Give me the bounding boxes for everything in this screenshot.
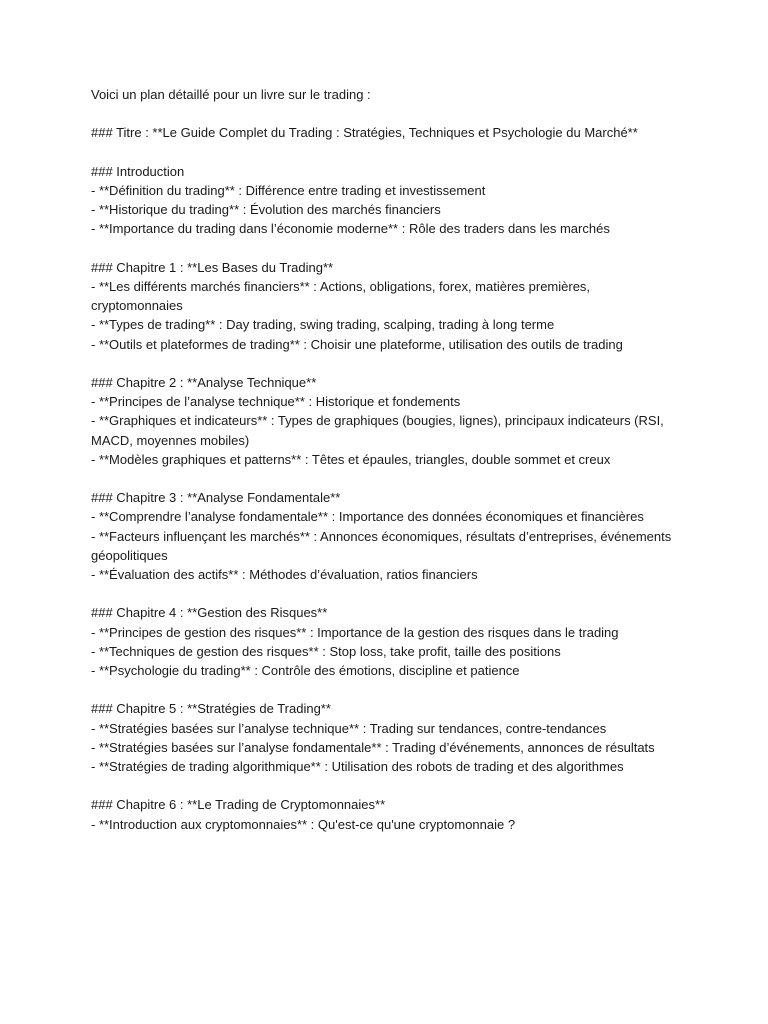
blank-line — [91, 239, 681, 258]
list-item: - **Les différents marchés financiers** : Actions, obligations, forex, matières premières, cryptomonnaies — [91, 278, 591, 314]
list-item: - **Définition du trading** : Différence entre trading et investissement — [91, 182, 486, 198]
list-item: - **Principes de gestion des risques** : Importance de la gestion des risques dans le trading — [91, 624, 619, 640]
section-chapter-4 — [91, 603, 681, 680]
section-heading: ### Introduction — [91, 163, 185, 179]
list-item: - **Graphiques et indicateurs** : Types de graphiques (bougies, lignes), principaux indicateurs (RSI, MACD, moyennes mobiles) — [91, 413, 664, 448]
list-item: - **Comprendre l’analyse fondamentale** : Importance des données économiques et financières — [91, 509, 644, 525]
intro-line: Voici un plan détaillé pour un livre sur le trading : — [91, 87, 371, 102]
section-heading: ### Chapitre 3 : **Analyse Fondamentale** — [91, 490, 341, 506]
section-introduction — [91, 162, 681, 239]
list-item: - **Historique du trading** : Évolution des marchés financiers — [91, 202, 441, 218]
section-chapter-3 — [91, 488, 681, 584]
book-title-line: ### Titre : **Le Guide Complet du Trading : Stratégies, Techniques et Psychologie du Marché** — [91, 125, 638, 141]
list-item: - **Types de trading** : Day trading, swing trading, scalping, trading à long terme — [91, 317, 555, 333]
blank-line — [91, 354, 681, 373]
section-chapter-1 — [91, 258, 681, 354]
section-heading: ### Chapitre 6 : **Le Trading de Cryptomonnaies** — [91, 797, 386, 813]
section-chapter-6 — [91, 795, 681, 833]
list-item: - **Introduction aux cryptomonnaies** : Qu'est-ce qu'une cryptomonnaie ? — [91, 816, 516, 832]
list-item: - **Évaluation des actifs** : Méthodes d’évaluation, ratios financiers — [91, 567, 478, 582]
section-heading: ### Chapitre 4 : **Gestion des Risques** — [91, 605, 328, 621]
section-heading: ### Chapitre 2 : **Analyse Technique** — [91, 374, 317, 390]
section-heading: ### Chapitre 5 : **Stratégies de Trading** — [91, 701, 331, 717]
list-item: - **Principes de l’analyse technique** : Historique et fondements — [91, 394, 461, 410]
list-item: - **Facteurs influençant les marchés** : Annonces économiques, résultats d’entreprises, événements géopolitiques — [91, 528, 672, 563]
blank-line — [91, 584, 681, 603]
list-item: - **Stratégies de trading algorithmique** : Utilisation des robots de trading et des algorithmes — [91, 759, 624, 774]
blank-line — [91, 469, 681, 488]
list-item: - **Modèles graphiques et patterns** : Têtes et épaules, triangles, double sommet et creux — [91, 451, 611, 467]
list-item: - **Stratégies basées sur l’analyse technique** : Trading sur tendances, contre-tendances — [91, 720, 607, 736]
blank-line — [91, 776, 681, 795]
list-item: - **Stratégies basées sur l’analyse fondamentale** : Trading d’événements, annonces de résultats — [91, 739, 655, 755]
document-body — [91, 85, 681, 834]
list-item: - **Psychologie du trading** : Contrôle des émotions, discipline et patience — [91, 663, 520, 678]
section-heading: ### Chapitre 1 : **Les Bases du Trading** — [91, 259, 334, 275]
list-item: - **Outils et plateformes de trading** : Choisir une plateforme, utilisation des outils de trading — [91, 336, 623, 352]
list-item: - **Importance du trading dans l’économie moderne** : Rôle des traders dans les marchés — [91, 221, 610, 237]
blank-line — [91, 104, 681, 123]
list-item: - **Techniques de gestion des risques** : Stop loss, take profit, taille des positions — [91, 643, 561, 659]
blank-line — [91, 680, 681, 699]
blank-line — [91, 143, 681, 162]
section-chapter-5 — [91, 699, 681, 776]
section-chapter-2 — [91, 373, 681, 469]
